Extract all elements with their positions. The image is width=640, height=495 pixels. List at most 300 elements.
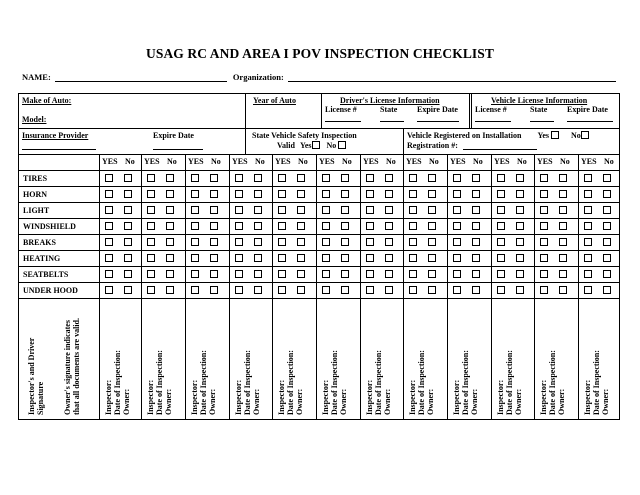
yes-checkbox[interactable]: [540, 206, 548, 214]
owner-line-label: Owner:: [122, 388, 131, 415]
vl-expire-field[interactable]: [567, 121, 613, 122]
no-checkbox[interactable]: [124, 238, 132, 246]
row-divider: [19, 282, 619, 283]
no-checkbox[interactable]: [559, 286, 567, 294]
yes-checkbox[interactable]: [453, 286, 461, 294]
yes-checkbox[interactable]: [584, 254, 592, 262]
no-checkbox[interactable]: [428, 270, 436, 278]
no-checkbox[interactable]: [472, 206, 480, 214]
yes-checkbox[interactable]: [191, 270, 199, 278]
yes-checkbox[interactable]: [453, 270, 461, 278]
no-checkbox[interactable]: [385, 254, 393, 262]
no-checkbox[interactable]: [297, 286, 305, 294]
yes-checkbox[interactable]: [409, 286, 417, 294]
no-checkbox[interactable]: [210, 238, 218, 246]
no-checkbox[interactable]: [516, 206, 524, 214]
yes-checkbox[interactable]: [584, 270, 592, 278]
no-checkbox[interactable]: [516, 254, 524, 262]
yes-checkbox[interactable]: [235, 270, 243, 278]
yes-checkbox[interactable]: [366, 206, 374, 214]
no-checkbox[interactable]: [341, 254, 349, 262]
yes-checkbox[interactable]: [235, 254, 243, 262]
insurance-expire-field[interactable]: [153, 149, 203, 150]
no-checkbox[interactable]: [124, 206, 132, 214]
yes-checkbox[interactable]: [497, 190, 505, 198]
inspector-line-label: Inspector:: [190, 379, 199, 415]
vehicle-license-label: Vehicle License Information: [491, 96, 588, 105]
yes-checkbox[interactable]: [540, 238, 548, 246]
yes-checkbox[interactable]: [322, 270, 330, 278]
inspector-line-label: Inspector:: [234, 379, 243, 415]
divider: [245, 94, 246, 128]
no-header: No: [342, 157, 352, 166]
no-checkbox[interactable]: [124, 270, 132, 278]
yes-checkbox[interactable]: [584, 222, 592, 230]
no-checkbox[interactable]: [254, 238, 262, 246]
yes-checkbox[interactable]: [497, 174, 505, 182]
yes-checkbox[interactable]: [235, 286, 243, 294]
no-checkbox[interactable]: [254, 174, 262, 182]
no-checkbox[interactable]: [516, 238, 524, 246]
no-checkbox[interactable]: [341, 238, 349, 246]
no-header: No: [517, 157, 527, 166]
no-checkbox[interactable]: [516, 190, 524, 198]
no-checkbox[interactable]: [428, 174, 436, 182]
yes-checkbox[interactable]: [278, 206, 286, 214]
no-checkbox[interactable]: [254, 206, 262, 214]
vl-expire-label: Expire Date: [567, 105, 608, 114]
yes-checkbox[interactable]: [409, 222, 417, 230]
yes-checkbox[interactable]: [584, 286, 592, 294]
dl-expire-field[interactable]: [417, 121, 459, 122]
model-label: Model:: [22, 115, 47, 124]
no-checkbox[interactable]: [516, 270, 524, 278]
yes-checkbox[interactable]: [366, 254, 374, 262]
no-checkbox[interactable]: [210, 222, 218, 230]
no-checkbox[interactable]: [341, 286, 349, 294]
no-checkbox[interactable]: [603, 270, 611, 278]
yes-checkbox[interactable]: [366, 190, 374, 198]
no-checkbox[interactable]: [166, 238, 174, 246]
no-checkbox[interactable]: [210, 190, 218, 198]
yes-checkbox[interactable]: [497, 286, 505, 294]
item-label: HEATING: [23, 254, 61, 263]
yes-checkbox[interactable]: [191, 286, 199, 294]
column-divider: [360, 154, 361, 419]
insurance-provider-field[interactable]: [22, 149, 96, 150]
yes-checkbox[interactable]: [453, 190, 461, 198]
column-divider: [185, 154, 186, 419]
owner-line-label: Owner:: [426, 388, 435, 415]
row-divider: [19, 218, 619, 219]
no-checkbox[interactable]: [166, 222, 174, 230]
no-checkbox[interactable]: [254, 254, 262, 262]
row-divider: [19, 298, 619, 299]
no-checkbox[interactable]: [124, 254, 132, 262]
no-checkbox[interactable]: [603, 190, 611, 198]
no-checkbox[interactable]: [210, 174, 218, 182]
yes-checkbox[interactable]: [453, 174, 461, 182]
no-checkbox[interactable]: [603, 254, 611, 262]
registered-row: [407, 131, 589, 140]
yes-checkbox[interactable]: [147, 190, 155, 198]
inspector-line-label: Inspector:: [539, 379, 548, 415]
yes-checkbox[interactable]: [278, 190, 286, 198]
insurance-expire-label: Expire Date: [153, 131, 194, 140]
owner-line-label: Owner:: [252, 388, 261, 415]
item-label: HORN: [23, 190, 47, 199]
no-checkbox[interactable]: [166, 190, 174, 198]
no-checkbox[interactable]: [124, 222, 132, 230]
no-checkbox[interactable]: [559, 222, 567, 230]
item-label: TIRES: [23, 174, 48, 183]
no-checkbox[interactable]: [472, 286, 480, 294]
safety-inspection-label: State Vehicle Safety Inspection: [252, 131, 357, 140]
yes-checkbox[interactable]: [540, 222, 548, 230]
yes-header: YES: [450, 157, 466, 166]
no-checkbox[interactable]: [385, 190, 393, 198]
no-checkbox[interactable]: [385, 206, 393, 214]
inspection-date-line-label: Date of Inspection:: [330, 350, 339, 415]
vl-state-field[interactable]: [530, 121, 554, 122]
inspector-line-label: Inspector:: [452, 379, 461, 415]
yes-checkbox[interactable]: [105, 174, 113, 182]
no-header: No: [255, 157, 265, 166]
owner-line-label: Owner:: [514, 388, 523, 415]
valid-yes-checkbox[interactable]: [312, 141, 320, 149]
no-checkbox[interactable]: [428, 238, 436, 246]
page-title: USAG RC AND AREA I POV INSPECTION CHECKLIST: [146, 46, 494, 61]
yes-checkbox[interactable]: [147, 270, 155, 278]
inspector-line-label: Inspector:: [277, 379, 286, 415]
yes-checkbox[interactable]: [105, 254, 113, 262]
no-checkbox[interactable]: [603, 222, 611, 230]
yes-checkbox[interactable]: [322, 206, 330, 214]
yes-checkbox[interactable]: [584, 174, 592, 182]
yes-checkbox[interactable]: [584, 238, 592, 246]
yes-checkbox[interactable]: [453, 238, 461, 246]
yes-checkbox[interactable]: [105, 238, 113, 246]
no-checkbox[interactable]: [472, 174, 480, 182]
registered-no-checkbox[interactable]: [581, 131, 589, 139]
no-checkbox[interactable]: [559, 270, 567, 278]
no-checkbox[interactable]: [385, 270, 393, 278]
yes-checkbox[interactable]: [409, 238, 417, 246]
yes-checkbox[interactable]: [540, 254, 548, 262]
yes-checkbox[interactable]: [105, 286, 113, 294]
yes-checkbox[interactable]: [147, 206, 155, 214]
yes-checkbox[interactable]: [540, 286, 548, 294]
column-divider: [403, 154, 404, 419]
no-header: No: [125, 157, 135, 166]
no-checkbox[interactable]: [297, 222, 305, 230]
inspection-date-line-label: Date of Inspection:: [417, 350, 426, 415]
yes-checkbox[interactable]: [409, 190, 417, 198]
yes-header: YES: [144, 157, 160, 166]
inspector-line-label: Inspector:: [408, 379, 417, 415]
yes-checkbox[interactable]: [235, 222, 243, 230]
yes-checkbox[interactable]: [322, 286, 330, 294]
divider: [19, 128, 619, 129]
yes-checkbox[interactable]: [366, 174, 374, 182]
yes-checkbox[interactable]: [322, 254, 330, 262]
registration-field[interactable]: [463, 149, 537, 150]
yes-header: YES: [188, 157, 204, 166]
no-checkbox[interactable]: [341, 222, 349, 230]
no-checkbox[interactable]: [341, 270, 349, 278]
yes-checkbox[interactable]: [235, 238, 243, 246]
no-checkbox[interactable]: [559, 174, 567, 182]
no-checkbox[interactable]: [428, 190, 436, 198]
yes-checkbox[interactable]: [105, 270, 113, 278]
yes-checkbox[interactable]: [322, 222, 330, 230]
yes-checkbox[interactable]: [278, 222, 286, 230]
divider: [321, 94, 322, 128]
inspection-date-line-label: Date of Inspection:: [155, 350, 164, 415]
row-divider: [19, 202, 619, 203]
yes-checkbox[interactable]: [322, 190, 330, 198]
no-checkbox[interactable]: [559, 190, 567, 198]
owner-line-label: Owner:: [208, 388, 217, 415]
row-divider: [19, 266, 619, 267]
name-field[interactable]: [55, 72, 227, 82]
yes-checkbox[interactable]: [453, 254, 461, 262]
valid-no-checkbox[interactable]: [338, 141, 346, 149]
yes-header: YES: [319, 157, 335, 166]
no-checkbox[interactable]: [559, 206, 567, 214]
no-checkbox[interactable]: [341, 174, 349, 182]
dl-state-label: State: [380, 105, 398, 114]
owner-line-label: Owner:: [295, 388, 304, 415]
yes-checkbox[interactable]: [235, 190, 243, 198]
yes-checkbox[interactable]: [191, 174, 199, 182]
no-checkbox[interactable]: [472, 222, 480, 230]
no-checkbox[interactable]: [472, 270, 480, 278]
yes-checkbox[interactable]: [584, 206, 592, 214]
item-label: SEATBELTS: [23, 270, 69, 279]
no-checkbox[interactable]: [297, 190, 305, 198]
item-label: WINDSHIELD: [23, 222, 76, 231]
yes-checkbox[interactable]: [147, 254, 155, 262]
yes-checkbox[interactable]: [453, 206, 461, 214]
registered-label: Vehicle Registered on Installation: [407, 131, 522, 140]
no-checkbox[interactable]: [210, 286, 218, 294]
no-checkbox[interactable]: [254, 270, 262, 278]
no-checkbox[interactable]: [297, 254, 305, 262]
inspection-date-line-label: Date of Inspection:: [505, 350, 514, 415]
column-divider: [316, 154, 317, 419]
no-checkbox[interactable]: [516, 174, 524, 182]
inspection-date-line-label: Date of Inspection:: [592, 350, 601, 415]
yes-checkbox[interactable]: [278, 174, 286, 182]
year-label: Year of Auto: [253, 96, 296, 105]
no-checkbox[interactable]: [603, 238, 611, 246]
vl-state-label: State: [530, 105, 548, 114]
no-checkbox[interactable]: [297, 174, 305, 182]
no-checkbox[interactable]: [603, 206, 611, 214]
yes-checkbox[interactable]: [147, 286, 155, 294]
yes-checkbox[interactable]: [191, 254, 199, 262]
inspection-date-line-label: Date of Inspection:: [461, 350, 470, 415]
no-checkbox[interactable]: [516, 222, 524, 230]
yes-checkbox[interactable]: [409, 206, 417, 214]
divider: [19, 154, 619, 155]
organization-field[interactable]: [288, 72, 616, 82]
no-checkbox[interactable]: [603, 174, 611, 182]
yes-checkbox[interactable]: [278, 270, 286, 278]
yes-checkbox[interactable]: [409, 174, 417, 182]
yes-checkbox[interactable]: [497, 206, 505, 214]
owner-line-label: Owner:: [470, 388, 479, 415]
no-checkbox[interactable]: [428, 222, 436, 230]
yes-checkbox[interactable]: [147, 238, 155, 246]
yes-checkbox[interactable]: [278, 238, 286, 246]
no-checkbox[interactable]: [385, 286, 393, 294]
column-divider: [534, 154, 535, 419]
yes-checkbox[interactable]: [584, 190, 592, 198]
yes-checkbox[interactable]: [191, 206, 199, 214]
divider: [403, 128, 404, 154]
no-checkbox[interactable]: [210, 270, 218, 278]
yes-header: YES: [275, 157, 291, 166]
yes-checkbox[interactable]: [322, 238, 330, 246]
no-checkbox[interactable]: [166, 286, 174, 294]
insurance-provider-label: Insurance Provider: [22, 131, 89, 140]
no-checkbox[interactable]: [428, 254, 436, 262]
registered-no-label: No: [571, 131, 581, 140]
yes-checkbox[interactable]: [540, 190, 548, 198]
yes-checkbox[interactable]: [105, 206, 113, 214]
yes-checkbox[interactable]: [540, 174, 548, 182]
yes-checkbox[interactable]: [105, 222, 113, 230]
yes-checkbox[interactable]: [278, 254, 286, 262]
no-checkbox[interactable]: [124, 286, 132, 294]
dl-state-field[interactable]: [380, 121, 404, 122]
vl-license-field[interactable]: [475, 121, 511, 122]
yes-checkbox[interactable]: [235, 174, 243, 182]
yes-checkbox[interactable]: [366, 270, 374, 278]
yes-header: YES: [494, 157, 510, 166]
yes-checkbox[interactable]: [409, 254, 417, 262]
yes-checkbox[interactable]: [147, 174, 155, 182]
column-divider: [141, 154, 142, 419]
no-checkbox[interactable]: [166, 270, 174, 278]
no-header: No: [211, 157, 221, 166]
no-checkbox[interactable]: [516, 286, 524, 294]
yes-checkbox[interactable]: [453, 222, 461, 230]
no-checkbox[interactable]: [341, 190, 349, 198]
no-checkbox[interactable]: [166, 206, 174, 214]
column-divider: [229, 154, 230, 419]
no-checkbox[interactable]: [124, 174, 132, 182]
item-label: UNDER HOOD: [23, 286, 78, 295]
no-header: No: [473, 157, 483, 166]
yes-checkbox[interactable]: [147, 222, 155, 230]
yes-checkbox[interactable]: [409, 270, 417, 278]
inspector-driver-signature-label: Inspector's and Driver: [27, 337, 36, 415]
no-checkbox[interactable]: [210, 254, 218, 262]
no-checkbox[interactable]: [166, 254, 174, 262]
yes-checkbox[interactable]: [191, 222, 199, 230]
no-checkbox[interactable]: [297, 270, 305, 278]
no-checkbox[interactable]: [603, 286, 611, 294]
inspection-date-line-label: Date of Inspection:: [199, 350, 208, 415]
no-checkbox[interactable]: [297, 238, 305, 246]
drivers-license-label: Driver's License Information: [340, 96, 440, 105]
no-checkbox[interactable]: [559, 254, 567, 262]
yes-checkbox[interactable]: [497, 222, 505, 230]
no-checkbox[interactable]: [254, 222, 262, 230]
no-checkbox[interactable]: [341, 206, 349, 214]
no-checkbox[interactable]: [385, 222, 393, 230]
yes-checkbox[interactable]: [497, 270, 505, 278]
no-checkbox[interactable]: [254, 190, 262, 198]
no-checkbox[interactable]: [472, 254, 480, 262]
no-checkbox[interactable]: [166, 174, 174, 182]
no-header: No: [560, 157, 570, 166]
no-checkbox[interactable]: [385, 238, 393, 246]
no-checkbox[interactable]: [297, 206, 305, 214]
yes-checkbox[interactable]: [191, 190, 199, 198]
inspection-date-line-label: Date of Inspection:: [243, 350, 252, 415]
yes-checkbox[interactable]: [366, 238, 374, 246]
yes-checkbox[interactable]: [540, 270, 548, 278]
inspector-line-label: Inspector:: [583, 379, 592, 415]
organization-label: Organization:: [232, 72, 284, 82]
divider: [469, 94, 472, 128]
registered-yes-checkbox[interactable]: [551, 131, 559, 139]
no-header: No: [429, 157, 439, 166]
yes-checkbox[interactable]: [322, 174, 330, 182]
yes-header: YES: [102, 157, 118, 166]
name-label: NAME:: [22, 72, 51, 82]
owner-line-label: Owner:: [601, 388, 610, 415]
owner-line-label: Owner:: [557, 388, 566, 415]
dl-license-label: License #: [325, 105, 357, 114]
yes-checkbox[interactable]: [278, 286, 286, 294]
owner-signature-note: that all documents are valid.: [72, 318, 81, 415]
inspection-date-line-label: Date of Inspection:: [113, 350, 122, 415]
no-checkbox[interactable]: [385, 174, 393, 182]
inspector-line-label: Inspector:: [146, 379, 155, 415]
column-divider: [447, 154, 448, 419]
no-checkbox[interactable]: [472, 238, 480, 246]
vl-license-label: License #: [475, 105, 507, 114]
yes-header: YES: [406, 157, 422, 166]
no-checkbox[interactable]: [428, 286, 436, 294]
inspection-date-line-label: Date of Inspection:: [374, 350, 383, 415]
yes-checkbox[interactable]: [235, 206, 243, 214]
name-line: [22, 72, 618, 82]
registration-label: Registration #:: [407, 141, 458, 150]
no-checkbox[interactable]: [254, 286, 262, 294]
yes-checkbox[interactable]: [366, 286, 374, 294]
no-checkbox[interactable]: [210, 206, 218, 214]
valid-yes-label: Yes: [299, 141, 312, 150]
no-checkbox[interactable]: [472, 190, 480, 198]
yes-checkbox[interactable]: [366, 222, 374, 230]
yes-checkbox[interactable]: [191, 238, 199, 246]
no-checkbox[interactable]: [124, 190, 132, 198]
dl-license-field[interactable]: [325, 121, 361, 122]
yes-checkbox[interactable]: [497, 238, 505, 246]
no-checkbox[interactable]: [559, 238, 567, 246]
divider: [245, 128, 246, 154]
no-checkbox[interactable]: [428, 206, 436, 214]
yes-checkbox[interactable]: [105, 190, 113, 198]
no-header: No: [386, 157, 396, 166]
yes-checkbox[interactable]: [497, 254, 505, 262]
